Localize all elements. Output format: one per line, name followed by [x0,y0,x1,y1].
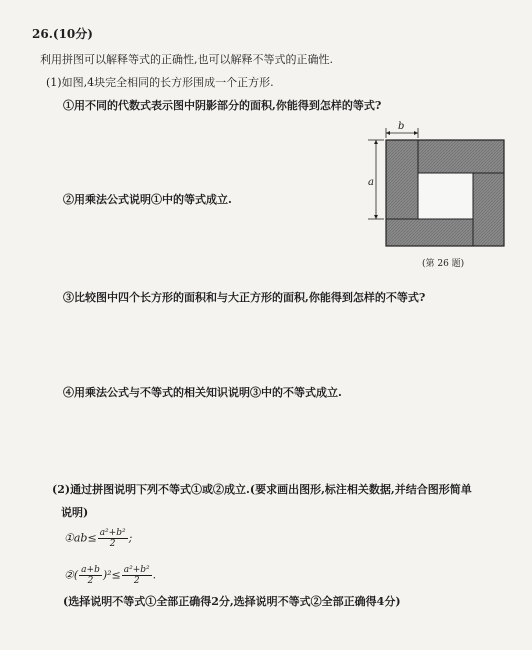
part1-lead: (1)如图,4块完全相同的长方形围成一个正方形. [46,76,274,89]
ineq2-end: . [152,568,157,582]
ineq2-denominator-b: 2 [133,576,140,586]
problem-intro: 利用拼图可以解释等式的正确性,也可以解释不等式的正确性. [40,53,333,66]
inequality-1 [64,528,132,549]
part1-question-4: ④用乘法公式与不等式的相关知识说明③中的不等式成立. [63,386,342,399]
ineq2-fraction-b [122,565,152,586]
ineq2-numerator-b: a²+b² [123,565,150,575]
figure-label-b: b [398,121,405,132]
ineq2-denominator-a: 2 [87,576,94,586]
part1-question-3: ③比较图中四个长方形的面积和与大正方形的面积,你能得到怎样的不等式? [63,291,426,304]
problem-points: (10分) [52,27,93,41]
inner-square [418,173,473,219]
figure-label-a: a [368,177,374,188]
part2-lead: (2)通过拼图说明下列不等式①或②成立.(要求画出图形,标注相关数据,并结合图形简单 [52,483,472,496]
ineq1-denominator: 2 [109,539,116,549]
part2-lead-cont: 说明) [61,506,89,519]
ineq2-prefix: ②( [64,568,79,582]
ineq2-mid: )²≤ [102,568,121,582]
ineq1-numerator: a²+b² [99,528,126,538]
inequality-2 [64,565,156,586]
part1-question-1: ①用不同的代数式表示图中阴影部分的面积,你能得到怎样的等式? [63,99,382,112]
figure-caption: (第 26 题) [422,259,465,269]
ineq2-fraction-a [79,565,102,586]
scoring-note: (选择说明不等式①全部正确得2分,选择说明不等式②全部正确得4分) [63,595,401,608]
problem-number [32,27,93,41]
problem-number-text: 26. [32,27,53,41]
ineq2-numerator-a: a+b [81,565,100,575]
part1-question-2: ②用乘法公式说明①中的等式成立. [63,193,232,206]
ineq1-fraction [98,528,128,549]
ineq1-prefix: ①ab≤ [64,531,97,545]
ineq1-end: ; [128,531,133,545]
square-figure [364,125,514,265]
